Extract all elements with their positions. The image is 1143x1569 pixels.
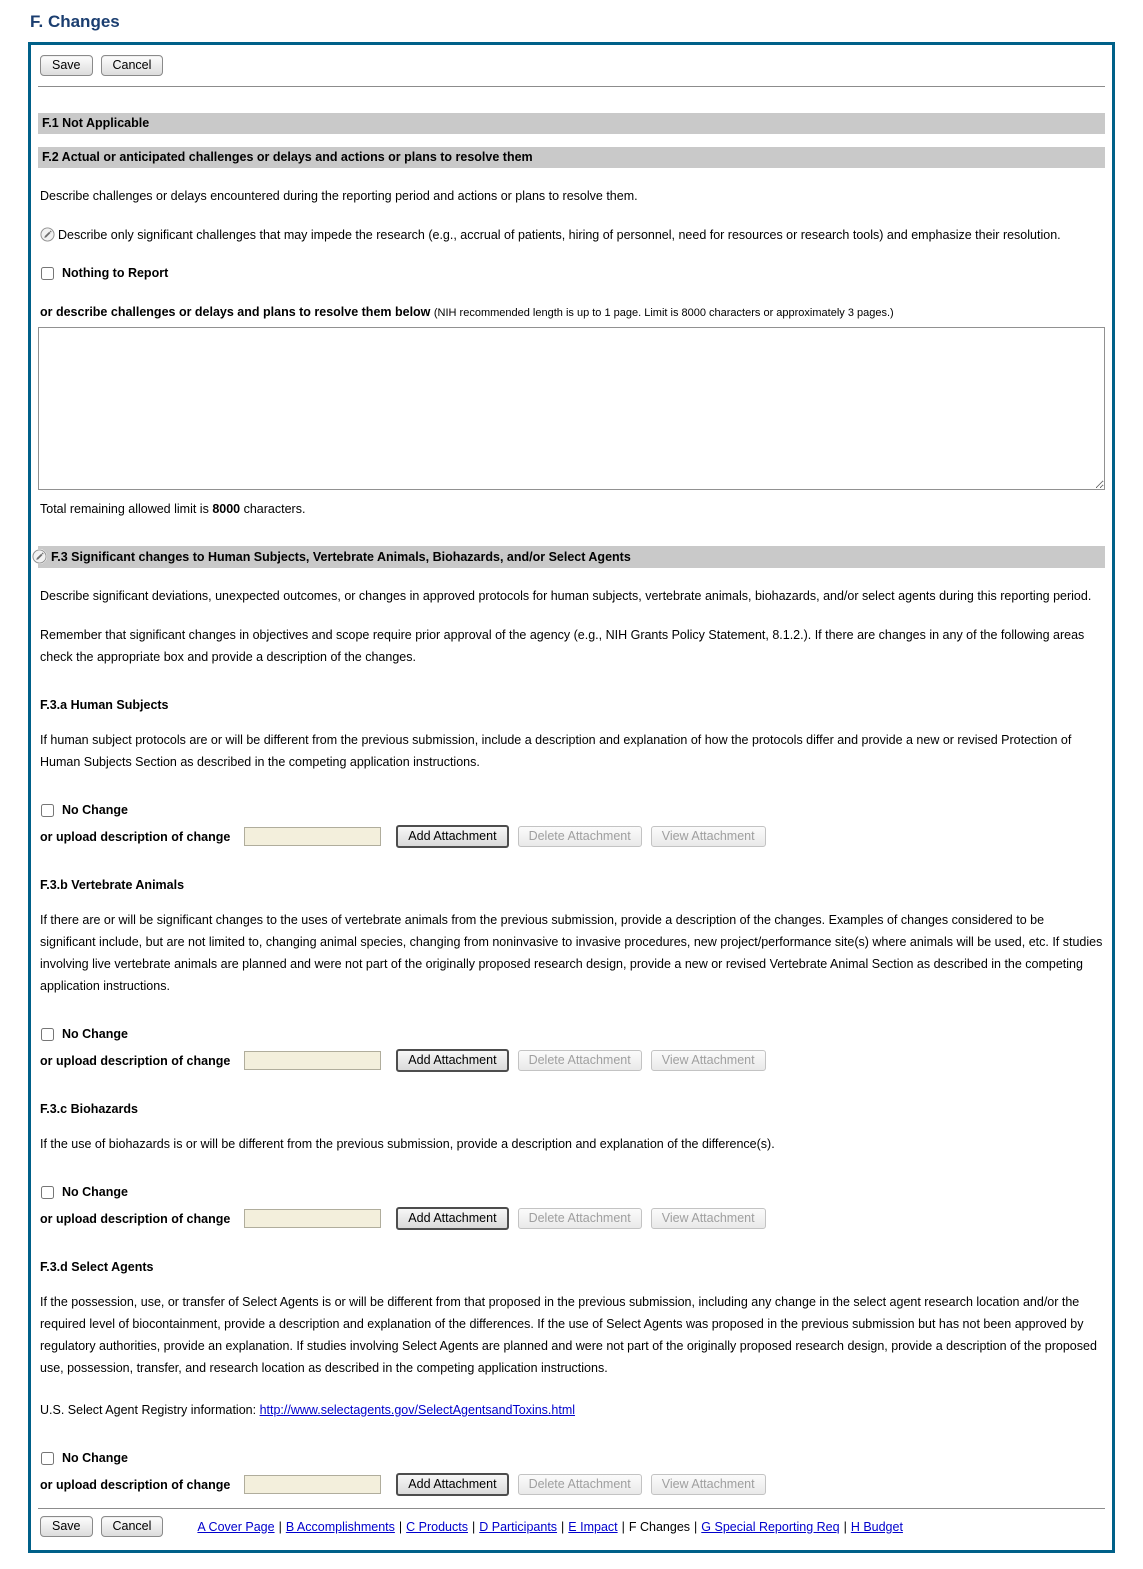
- f3b-upload-label: or upload description of change: [40, 1053, 231, 1068]
- f3a-attachment-filename-input[interactable]: [244, 827, 381, 846]
- nav-link-participants[interactable]: D Participants: [479, 1519, 558, 1534]
- f3b-description: If there are or will be significant changes to the uses of vertebrate animals from the previous submission, provide a description of the changes. Examples of changes considered to be significant include, but are not limited to, changing animal species, changing from noninvasive to invasive procedures, new project/performance site(s) where animals will be used, etc. If studies involving live vertebrate animals are planned and were not part of the originally proposed research design, provide a new or revised Vertebrate Animal Section as described in the competing application instructions.: [40, 913, 1103, 993]
- f3a-add-attachment-button[interactable]: Add Attachment: [396, 825, 508, 848]
- nav-link-products[interactable]: C Products: [406, 1519, 468, 1534]
- f3d-upload-label: or upload description of change: [40, 1477, 231, 1492]
- f3c-attachment-row: [40, 1207, 1103, 1230]
- nav-separator: |: [398, 1519, 403, 1534]
- nav-separator: |: [278, 1519, 282, 1534]
- f3b-view-attachment-button: View Attachment: [651, 1050, 766, 1071]
- f3c-description: If the use of biohazards is or will be different from the previous submission, provide a description and explanation of the difference(s).: [40, 1137, 775, 1151]
- f3d-no-change-label: No Change: [62, 1451, 128, 1465]
- nav-separator: |: [843, 1519, 847, 1534]
- f3a-no-change-row: [40, 803, 1103, 817]
- f3-description-1: Describe significant deviations, unexpected outcomes, or changes in approved protocols for human subjects, vertebrate animals, biohazards, and/or select agents during this reporting period.: [40, 589, 1092, 603]
- section-f3-pencil-icon: [32, 549, 47, 564]
- f3c-heading: F.3.c Biohazards: [40, 1102, 138, 1116]
- f3c-no-change-checkbox[interactable]: [41, 1186, 54, 1199]
- section-f3-header: [38, 546, 1105, 568]
- subsection-f3b: [38, 878, 1105, 1072]
- f3a-view-attachment-button: View Attachment: [651, 826, 766, 847]
- f3-description-2: Remember that significant changes in objectives and scope require prior approval of the agency (e.g., NIH Grants Policy Statement, 8.1.2.). If there are changes in any of the following areas check the appropriate box and provide a description of the changes.: [40, 628, 1085, 664]
- f3a-no-change-checkbox[interactable]: [41, 804, 54, 817]
- section-f3-header-label: F.3 Significant changes to Human Subjects, Vertebrate Animals, Biohazards, and/or Select Agents: [51, 549, 631, 564]
- remaining-limit-value: 8000: [212, 502, 241, 516]
- f3a-attachment-row: [40, 825, 1103, 848]
- top-toolbar: [38, 51, 1105, 84]
- nav-current-changes: F Changes: [628, 1519, 691, 1534]
- nav-link-budget[interactable]: H Budget: [850, 1519, 903, 1534]
- f3b-delete-attachment-button: Delete Attachment: [518, 1050, 642, 1071]
- f3c-no-change-label: No Change: [62, 1185, 128, 1199]
- nav-link-accomplishments[interactable]: B Accomplishments: [285, 1519, 395, 1534]
- cancel-button-bottom[interactable]: Cancel: [101, 1516, 164, 1537]
- f3b-heading: F.3.b Vertebrate Animals: [40, 878, 185, 892]
- f3b-attachment-filename-input[interactable]: [244, 1051, 381, 1070]
- f2-or-describe-line: [40, 301, 1103, 324]
- f3c-upload-label: or upload description of change: [40, 1211, 231, 1226]
- f3c-delete-attachment-button: Delete Attachment: [518, 1208, 642, 1229]
- nav-link-cover-page[interactable]: A Cover Page: [197, 1519, 275, 1534]
- f3d-view-attachment-button: View Attachment: [651, 1474, 766, 1495]
- changes-form-panel: [28, 42, 1115, 1553]
- f3a-upload-label: or upload description of change: [40, 829, 231, 844]
- f3d-delete-attachment-button: Delete Attachment: [518, 1474, 642, 1495]
- f3c-attachment-filename-input[interactable]: [244, 1209, 381, 1228]
- save-button[interactable]: Save: [40, 55, 93, 76]
- save-button-bottom[interactable]: Save: [40, 1516, 93, 1537]
- remaining-limit-suffix: characters.: [243, 502, 306, 516]
- nav-separator: |: [561, 1519, 565, 1534]
- f3b-attachment-row: [40, 1049, 1103, 1072]
- nav-link-special-reporting[interactable]: G Special Reporting Req: [701, 1519, 840, 1534]
- f3a-no-change-label: No Change: [62, 803, 128, 817]
- select-agent-registry-line: [40, 1399, 1103, 1421]
- f3d-attachment-filename-input[interactable]: [244, 1475, 381, 1494]
- f3d-heading: F.3.d Select Agents: [40, 1260, 154, 1274]
- f3d-description: If the possession, use, or transfer of Select Agents is or will be different from that proposed in the previous submission, including any change in the select agent research location and/or the required level of biocontainment, provide a description and explanation of the differences. If the use of Select Agents was proposed in the previous submission but has not been approved by regulatory authorities, provide an explanation. If studies involving Select Agents are planned and were not part of the originally proposed research design, provide a description of the proposed use, possession, transfer, and research location as described in the competing application instructions.: [40, 1295, 1097, 1375]
- section-nav: [197, 1520, 903, 1534]
- f3c-no-change-row: [40, 1185, 1103, 1199]
- subsection-f3c: [38, 1102, 1105, 1230]
- section-f2-header: [38, 147, 1105, 168]
- select-agent-registry-link[interactable]: http://www.selectagents.gov/SelectAgentsandToxins.html: [259, 1403, 576, 1417]
- f3c-add-attachment-button[interactable]: Add Attachment: [396, 1207, 508, 1230]
- nav-separator: |: [694, 1519, 698, 1534]
- section-f1-header: [38, 113, 1105, 134]
- f2-length-hint: (NIH recommended length is up to 1 page. Limit is 8000 characters or approximately 3 pages.): [433, 307, 894, 319]
- f3c-view-attachment-button: View Attachment: [651, 1208, 766, 1229]
- nav-separator: |: [621, 1519, 625, 1534]
- nothing-to-report-row: [40, 266, 1103, 280]
- page-title: F. Changes: [30, 12, 120, 31]
- f3a-heading: F.3.a Human Subjects: [40, 698, 169, 712]
- bottom-toolbar: [38, 1509, 1105, 1546]
- cancel-button[interactable]: Cancel: [101, 55, 164, 76]
- f2-instruction-note: [40, 224, 1103, 246]
- challenges-textarea[interactable]: [38, 327, 1105, 490]
- f2-description: Describe challenges or delays encountered during the reporting period and actions or plans to resolve them.: [40, 189, 638, 203]
- instruction-pencil-icon: [40, 227, 55, 242]
- nav-link-impact[interactable]: E Impact: [568, 1519, 618, 1534]
- f3a-delete-attachment-button: Delete Attachment: [518, 826, 642, 847]
- remaining-limit-line: [40, 498, 1103, 520]
- nav-separator: |: [471, 1519, 476, 1534]
- f3a-description: If human subject protocols are or will be different from the previous submission, include a description and explanation of how the protocols differ and provide a new or revised Protection of Human Subjects Section as described in the competing application instructions.: [40, 733, 1072, 769]
- f3d-no-change-checkbox[interactable]: [41, 1452, 54, 1465]
- toolbar-divider: [38, 86, 1105, 87]
- section-f2-header-label: F.2 Actual or anticipated challenges or delays and actions or plans to resolve them: [42, 150, 533, 164]
- f3d-attachment-row: [40, 1473, 1103, 1496]
- nothing-to-report-checkbox[interactable]: [41, 267, 54, 280]
- subsection-f3a: [38, 698, 1105, 848]
- subsection-f3d: [38, 1260, 1105, 1496]
- f2-or-describe-label: or describe challenges or delays and plans to resolve them below: [40, 305, 431, 319]
- f3b-add-attachment-button[interactable]: Add Attachment: [396, 1049, 508, 1072]
- f3d-no-change-row: [40, 1451, 1103, 1465]
- f3b-no-change-checkbox[interactable]: [41, 1028, 54, 1041]
- f3b-no-change-label: No Change: [62, 1027, 128, 1041]
- remaining-limit-prefix: Total remaining allowed limit is: [40, 502, 209, 516]
- f3d-add-attachment-button[interactable]: Add Attachment: [396, 1473, 508, 1496]
- f3b-no-change-row: [40, 1027, 1103, 1041]
- f2-instruction-text: Describe only significant challenges that may impede the research (e.g., accrual of patients, hiring of personnel, need for resources or research tools) and emphasize their resolution.: [58, 228, 1061, 242]
- section-f1-header-label: F.1 Not Applicable: [42, 116, 150, 130]
- nothing-to-report-label: Nothing to Report: [62, 266, 169, 280]
- select-agent-registry-label: U.S. Select Agent Registry information:: [40, 1403, 257, 1417]
